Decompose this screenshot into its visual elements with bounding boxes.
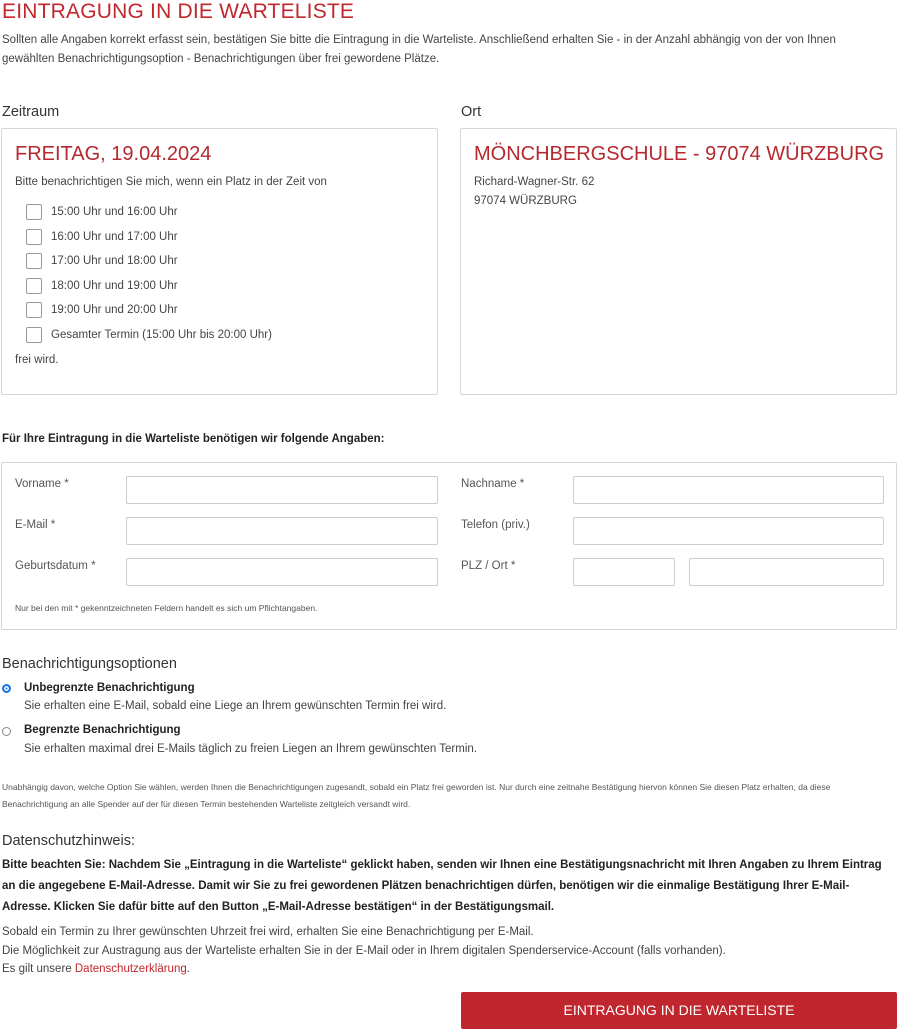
radio-unbegrenzt[interactable]: [2, 684, 11, 693]
geburtsdatum-input[interactable]: [126, 558, 438, 586]
checkbox[interactable]: [26, 278, 42, 294]
notify-heading: Benachrichtigungsoptionen: [2, 656, 177, 672]
option-begrenzt-title[interactable]: Begrenzte Benachrichtigung: [24, 724, 181, 736]
location-city: 97074 WÜRZBURG: [474, 195, 577, 207]
privacy-line-1: Sobald ein Termin zu Ihrer gewünschten Uhrzeit frei wird, erhalten Sie eine Benachrichtigung per E-Mail.: [2, 926, 534, 938]
time-option[interactable]: [26, 249, 272, 274]
geburtsdatum-label: Geburtsdatum *: [15, 560, 96, 572]
telefon-label: Telefon (priv.): [461, 519, 530, 531]
time-option[interactable]: [26, 200, 272, 225]
time-option-label: 18:00 Uhr und 19:00 Uhr: [51, 279, 178, 292]
time-option[interactable]: [26, 225, 272, 250]
telefon-input[interactable]: [573, 517, 884, 545]
time-option-label: 17:00 Uhr und 18:00 Uhr: [51, 255, 178, 268]
privacy-line-3-suffix: .: [186, 963, 190, 975]
vorname-label: Vorname *: [15, 478, 69, 490]
email-input[interactable]: [126, 517, 438, 545]
datenschutz-link[interactable]: Datenschutzerklärung: [74, 963, 187, 975]
checkbox[interactable]: [26, 204, 42, 220]
privacy-line-3-prefix: Es gilt unsere: [2, 963, 75, 975]
time-option-label: 15:00 Uhr und 16:00 Uhr: [51, 206, 178, 219]
intro-text: Sollten alle Angaben korrekt erfasst sein, bestätigen Sie bitte die Eintragung in die Warteliste. Anschließend erhalten Sie - in der Anzahl abhängig von der von Ihnen gewählten Benachrichtigungsoption - Benachrichtigungen über frei gewordene Plätze.: [2, 34, 836, 65]
time-option-label: 16:00 Uhr und 17:00 Uhr: [51, 230, 178, 243]
time-option-label: Gesamter Termin (15:00 Uhr bis 20:00 Uhr): [51, 328, 272, 341]
nachname-input[interactable]: [573, 476, 884, 504]
checkbox[interactable]: [26, 253, 42, 269]
zeitraum-prompt: Bitte benachrichtigen Sie mich, wenn ein Platz in der Zeit von: [15, 176, 327, 188]
privacy-line-3: [2, 963, 190, 975]
ort-label: Ort: [461, 104, 482, 120]
time-option-list: [26, 200, 272, 347]
zeitraum-suffix: frei wird.: [15, 354, 59, 366]
checkbox[interactable]: [26, 327, 42, 343]
option-unbegrenzt-title[interactable]: Unbegrenzte Benachrichtigung: [24, 682, 195, 694]
privacy-heading: Datenschutzhinweis:: [2, 833, 135, 849]
option-unbegrenzt-desc: Sie erhalten eine E-Mail, sobald eine Liege an Ihrem gewünschten Termin frei wird.: [24, 700, 447, 712]
zeitraum-label: Zeitraum: [2, 104, 60, 120]
nachname-label: Nachname *: [461, 478, 525, 490]
option-begrenzt-desc: Sie erhalten maximal drei E-Mails täglich zu freien Liegen an Ihrem gewünschten Termin.: [24, 743, 477, 755]
privacy-bold-text: Bitte beachten Sie: Nachdem Sie „Eintragung in die Warteliste“ geklickt haben, senden wir Ihnen eine Bestätigungsnachricht mit Ihren Angaben zu Ihrem Eintrag an die angegebene E-Mail-Adresse. Damit wir Sie zu frei gewordenen Plätzen benachrichtigen dürfen, benötigen wir die einmalige Bestätigung Ihrer E-Mail-Adresse. Klicken Sie dafür bitte auf den Button „E-Mail-Adresse bestätigen“ in der Bestätigungsmail.: [2, 859, 882, 913]
checkbox[interactable]: [26, 229, 42, 245]
plz-input[interactable]: [573, 558, 675, 586]
time-option[interactable]: [26, 323, 272, 348]
notify-disclaimer: Unabhängig davon, welche Option Sie wählen, werden Ihnen die Benachrichtigungen zugesandt, sobald ein Platz frei geworden ist. Nur durch eine zeitnahe Bestätigung hiervon können Sie diesen Platz erhalten, da diese Benachrichtigung an alle Spender auf der für diesen Termin bestehenden Warteliste zeitgleich versandt wird.: [2, 782, 831, 809]
time-option-label: 19:00 Uhr und 20:00 Uhr: [51, 304, 178, 317]
zeitraum-box: [1, 128, 438, 395]
checkbox[interactable]: [26, 302, 42, 318]
radio-begrenzt[interactable]: [2, 727, 11, 736]
vorname-input[interactable]: [126, 476, 438, 504]
submit-button[interactable]: EINTRAGUNG IN DIE WARTELISTE: [461, 992, 897, 1029]
required-note: Nur bei den mit * gekenntzeichneten Feldern handelt es sich um Pflichtangaben.: [15, 603, 318, 613]
email-label: E-Mail *: [15, 519, 56, 531]
form-box: [1, 462, 897, 630]
privacy-line-2: Die Möglichkeit zur Austragung aus der Warteliste erhalten Sie in der E-Mail oder in Ihrem digitalen Spenderservice-Account (falls vorhanden).: [2, 945, 726, 957]
plz-ort-label: PLZ / Ort *: [461, 560, 516, 572]
location-name: MÖNCHBERGSCHULE - 97074 WÜRZBURG: [474, 143, 885, 165]
zeitraum-date: FREITAG, 19.04.2024: [15, 143, 212, 165]
location-street: Richard-Wagner-Str. 62: [474, 176, 595, 188]
ort-box: [460, 128, 897, 395]
form-heading: Für Ihre Eintragung in die Warteliste benötigen wir folgende Angaben:: [2, 433, 385, 445]
time-option[interactable]: [26, 274, 272, 299]
time-option[interactable]: [26, 298, 272, 323]
page-title: EINTRAGUNG IN DIE WARTELISTE: [2, 0, 355, 23]
ort-input[interactable]: [689, 558, 884, 586]
